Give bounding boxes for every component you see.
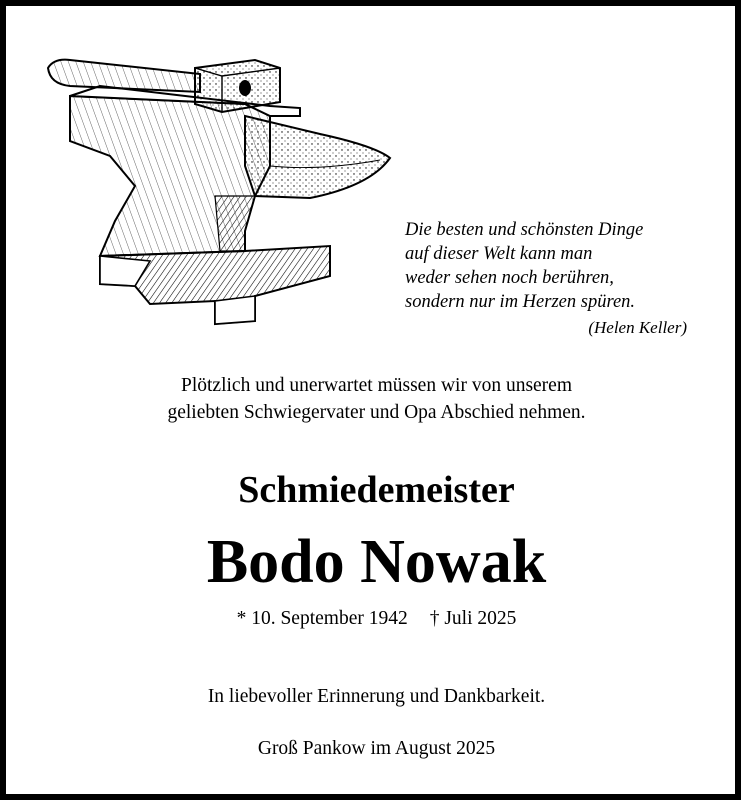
quote-author: (Helen Keller) [588, 318, 687, 337]
anvil-hammer-icon [40, 46, 400, 341]
birth-date: * 10. September 1942 [236, 608, 408, 629]
death-date: † Juli 2025 [429, 608, 517, 629]
memorial-text: In liebevoller Erinnerung und Dankbarkeit. [207, 686, 546, 707]
quote-line: Die besten und schönsten Dinge [405, 220, 644, 240]
intro-line: geliebten Schwiegervater und Opa Abschied nehmen. [167, 402, 586, 423]
place-date: Groß Pankow im August 2025 [257, 738, 496, 759]
intro-text [6, 372, 741, 426]
quote-line: weder sehen noch berühren, [405, 268, 614, 288]
quote-line: auf dieser Welt kann man [405, 244, 593, 264]
deceased-name: Bodo Nowak [206, 528, 547, 596]
life-dates [6, 606, 741, 632]
intro-line: Plötzlich und unerwartet müssen wir von unserem [181, 375, 572, 396]
quote-block [405, 218, 695, 340]
deceased-title: Schmiedemeister [238, 469, 515, 511]
quote-line: sondern nur im Herzen spüren. [405, 292, 636, 312]
